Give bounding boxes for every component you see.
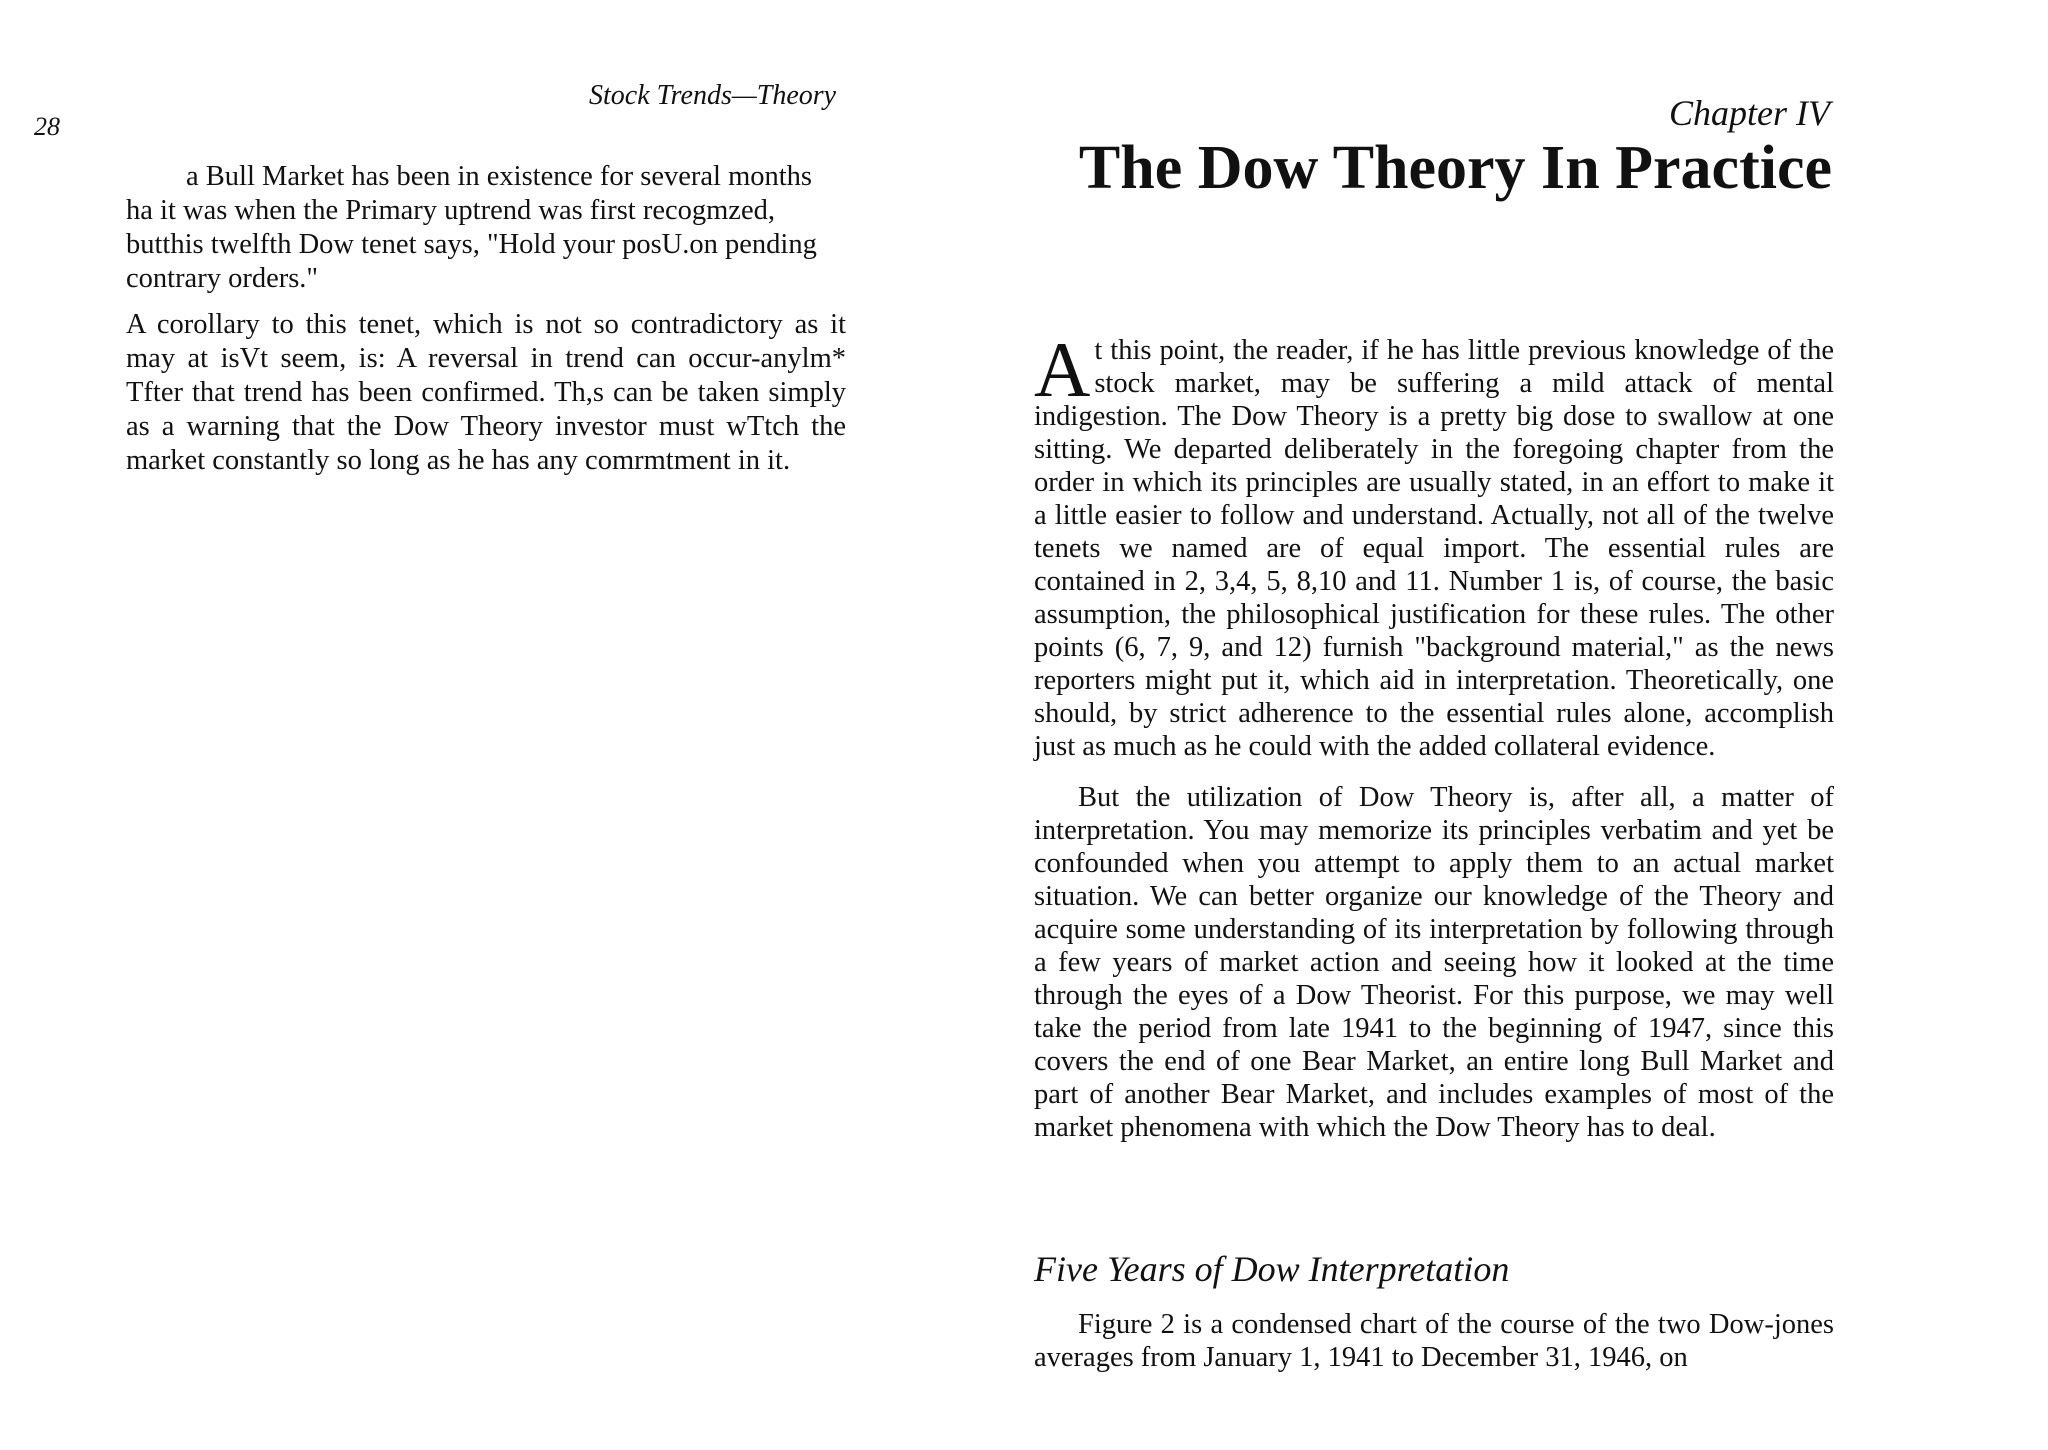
drop-cap: A	[1034, 326, 1091, 413]
chapter-label: Chapter IV	[1669, 93, 1830, 133]
chapter-title: The Dow Theory In Practice	[1078, 134, 1832, 202]
right-paragraph-1-text: t this point, the reader, if he has little previous knowledge of the stock market, may be suffering a mild attack of mental indigestion. The Dow Theory is a pretty big dose to swallow at one sitting. We departed deliberately in the foregoing chapter from the order in which its principles are usually stated, in an effort to make it a little easier to follow and understand. Actually, not all of the twelve tenets we named are of equal import. The essential rules are contained in 2, 3,4, 5, 8,10 and 11. Number 1 is, of course, the basic assumption, the philosophical justification for these rules. The other points (6, 7, 9, and 12) furnish "background material," as the news reporters might put it, which aid in interpretation. Theoretically, one should, by strict adherence to the essential rules alone, accomplish just as much as he could with the added collateral evidence.	[1034, 335, 1834, 762]
left-paragraph-2: A corollary to this tenet, which is not so contradictory as it may at isVt seem, is: A reversal in trend can occur-anylm* Tfter that trend has been confirmed. Th,s can be taken simply as a warning that the Dow Theory investor must wTtch the market constantly so long as he has any comrmtment in it.	[126, 309, 846, 476]
right-paragraph-2: But the utilization of Dow Theory is, after all, a matter of interpretation. You may memorize its principles verbatim and yet be confounded when you attempt to apply them to an actual market situation. We can better organize our knowledge of the Theory and acquire some understanding of its interpretation by following through a few years of market action and seeing how it looked at the time through the eyes of a Dow Theorist. For this purpose, we may well take the period from late 1941 to the beginning of 1947, since this covers the end of one Bear Market, an entire long Bull Market and part of another Bear Market, and includes examples of most of the market phenomena with which the Dow Theory has to deal.	[1034, 782, 1834, 1143]
right-page-body-continued	[1034, 1308, 1834, 1374]
right-paragraph-3: Figure 2 is a condensed chart of the course of the two Dow-jones averages from January 1, 1941 to December 31, 1946, on	[1034, 1309, 1834, 1373]
right-page-body	[1034, 326, 1834, 1144]
running-head: Stock Trends—Theory	[589, 80, 837, 111]
page-number: 28	[34, 112, 60, 141]
right-paragraph-1	[1034, 326, 1834, 763]
left-paragraph-1: a Bull Market has been in existence for several months ha it was when the Primary uptrend was first recogmzed, butthis twelfth Dow tenet says, "Hold your posU.on pending contrary orders."	[126, 161, 817, 294]
section-heading: Five Years of Dow Interpretation	[1034, 1249, 1510, 1289]
left-page-body	[126, 160, 846, 478]
